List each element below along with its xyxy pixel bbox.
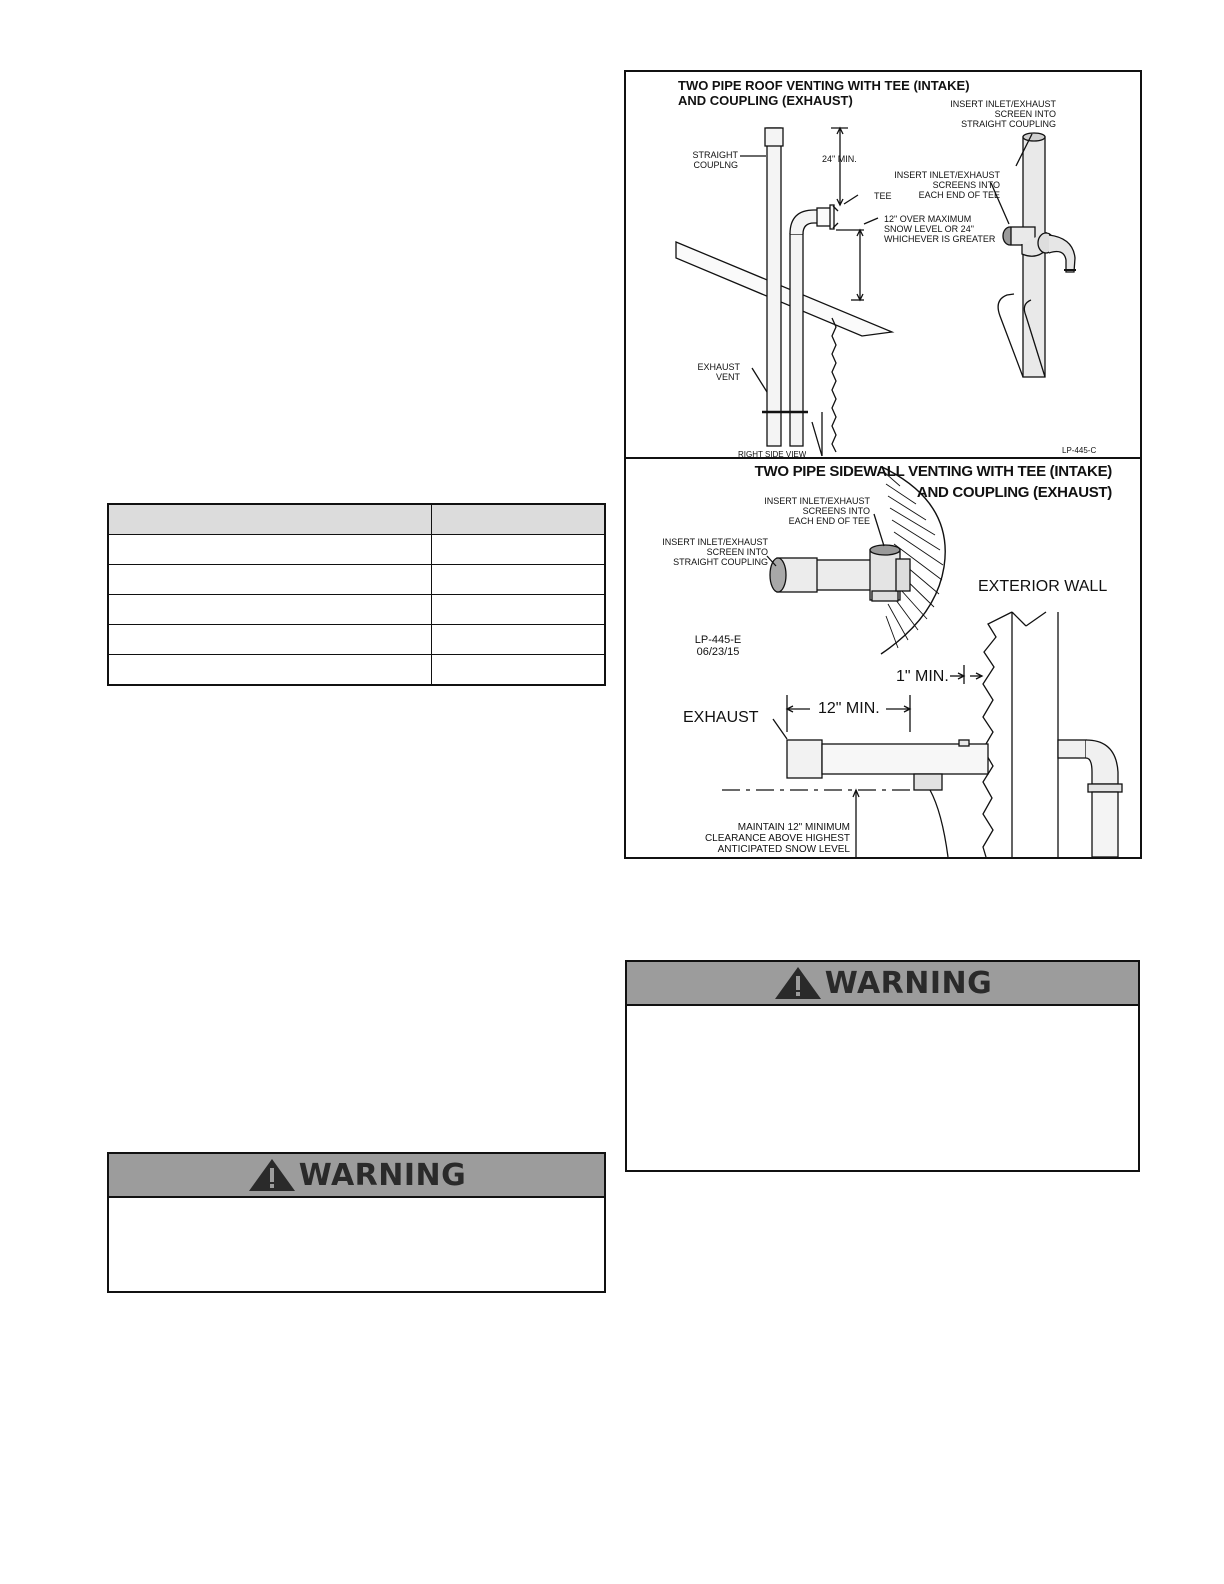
roof-title-line2: AND COUPLING (EXHAUST) (678, 93, 853, 108)
label-line: EXHAUST (697, 362, 740, 372)
warning-triangle-icon (247, 1157, 297, 1193)
warning-triangle-icon (773, 965, 823, 1001)
warning-box-right (625, 960, 1140, 1172)
label-line: 12" OVER MAXIMUM (884, 214, 972, 224)
warning-header (109, 1154, 604, 1198)
label-line: INSERT INLET/EXHAUST (662, 537, 768, 547)
label-line: 06/23/15 (696, 646, 740, 658)
label-line: EACH END OF TEE (788, 516, 870, 526)
label-line: INSERT INLET/EXHAUST (764, 496, 870, 506)
table-cell (432, 565, 606, 595)
label-maintain-clearance (688, 822, 850, 855)
label-insert-tee (876, 170, 1000, 200)
table-row (108, 565, 605, 595)
roof-drawing-code: LP-445-C (1062, 446, 1097, 455)
label-1-min: 1" MIN. (896, 668, 949, 685)
table-cell (108, 565, 432, 595)
table-cell (432, 535, 606, 565)
label-insert-straight-coupling (926, 99, 1056, 129)
warning-box-left (107, 1152, 606, 1293)
label-line: INSERT INLET/EXHAUST (950, 99, 1056, 109)
table-row (108, 655, 605, 686)
label-sidewall-insert-coupling (646, 537, 768, 567)
table-cell (108, 655, 432, 686)
label-line: STRAIGHT COUPLING (673, 557, 768, 567)
table-cell (432, 625, 606, 655)
table-row (108, 595, 605, 625)
table-header-cell (432, 504, 606, 535)
label-snow-level (884, 214, 995, 244)
label-line: LP-445-E (694, 634, 742, 646)
table-row (108, 535, 605, 565)
label-exterior-wall: EXTERIOR WALL (978, 578, 1108, 595)
label-line: INSERT INLET/EXHAUST (894, 170, 1000, 180)
label-line: SNOW LEVEL OR 24" (884, 224, 974, 234)
warning-title: WARNING (824, 965, 993, 1001)
roof-title-line1: TWO PIPE ROOF VENTING WITH TEE (INTAKE) (678, 78, 970, 93)
label-line: SCREEN INTO (706, 547, 768, 557)
table-cell (108, 625, 432, 655)
label-line: WHICHEVER IS GREATER (884, 234, 996, 244)
label-line: EACH END OF TEE (918, 190, 1000, 200)
venting-figure (624, 70, 1142, 859)
label-line: SCREENS INTO (932, 180, 1000, 190)
warning-title: WARNING (298, 1157, 467, 1193)
table-cell (432, 655, 606, 686)
label-straight-coupling (686, 150, 738, 170)
label-line: SCREENS INTO (802, 506, 870, 516)
label-right-side-view: RIGHT SIDE VIEW (738, 450, 807, 457)
table-header-cell (108, 504, 432, 535)
label-line: CLEARANCE ABOVE HIGHEST (704, 833, 850, 844)
label-sidewall-insert-tee (744, 496, 870, 526)
panel-divider (626, 457, 1140, 459)
label-line: SCREEN INTO (994, 109, 1056, 119)
label-24-min: 24" MIN. (822, 154, 857, 164)
label-line: VENT (715, 372, 740, 382)
table-cell (432, 595, 606, 625)
label-line: STRAIGHT COUPLING (961, 119, 1056, 129)
table-header-row (108, 504, 605, 535)
sidewall-drawing-code (688, 634, 748, 658)
table-cell (108, 535, 432, 565)
sidewall-title-line1: TWO PIPE SIDEWALL VENTING WITH TEE (INTAKE) (754, 463, 1112, 480)
label-12-min: 12" MIN. (818, 700, 880, 717)
label-exhaust-vent (690, 362, 740, 382)
label-line: ANTICIPATED SNOW LEVEL (717, 844, 850, 855)
label-line: COUPLNG (693, 160, 738, 170)
spec-table (107, 503, 606, 686)
table-row (108, 625, 605, 655)
table-cell (108, 595, 432, 625)
label-line: MAINTAIN 12" MINIMUM (737, 822, 850, 833)
label-tee: TEE (874, 191, 892, 201)
sidewall-title-line2: AND COUPLING (EXHAUST) (916, 484, 1112, 501)
warning-header (627, 962, 1138, 1006)
label-exhaust: EXHAUST (683, 709, 759, 726)
label-line: STRAIGHT (692, 150, 738, 160)
